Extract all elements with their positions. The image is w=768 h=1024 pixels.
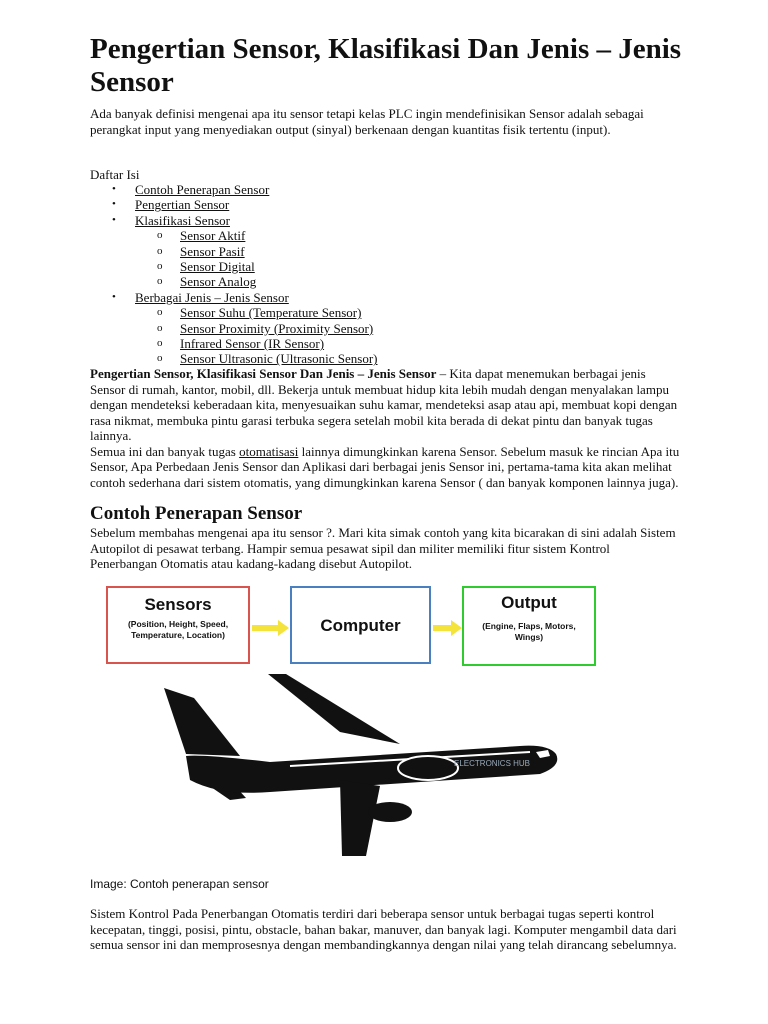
- toc-link-ultrasonic[interactable]: Sensor Ultrasonic (Ultrasonic Sensor): [180, 351, 378, 367]
- intro-paragraph: Ada banyak definisi mengenai apa itu sensor tetapi kelas PLC ingin mendefinisikan Sensor adalah sebagai perangkat input yang menyediakan output (sinyal) berkenaan dengan kuantitas fisik tertentu (input).: [90, 106, 644, 137]
- toc-link-digital[interactable]: Sensor Digital: [180, 259, 255, 275]
- toc-subitem[interactable]: [90, 351, 690, 366]
- toc-link-suhu[interactable]: Sensor Suhu (Temperature Sensor): [180, 305, 362, 321]
- toc-link-jenis[interactable]: Berbagai Jenis – Jenis Sensor: [135, 289, 289, 305]
- toc-link-pasif[interactable]: Sensor Pasif: [180, 243, 245, 259]
- link-otomatisasi[interactable]: otomatisasi: [239, 443, 299, 459]
- toc-item[interactable]: [90, 213, 690, 228]
- image-caption: Image: Contoh penerapan sensor: [90, 877, 269, 891]
- toc-link-klasifikasi[interactable]: Klasifikasi Sensor: [135, 212, 230, 228]
- arrow-icon: [433, 619, 463, 637]
- paragraph-text: lainnya dimungkinkan karena Sensor. Sebelum masuk ke rincian Apa itu Sensor, Apa Perbedaan Jenis Sensor dan Aplikasi dari berbagai jenis Sensor ini, pertama-tama kita akan melihat contoh sederhana dari sistem otomatis, yang dimungkinkan karena Sensor ( dan banyak komponen lainnya juga).: [90, 443, 680, 490]
- toc-item[interactable]: [90, 182, 690, 197]
- watermark-text: ELECTRONICS HUB: [454, 759, 531, 768]
- toc-link-infrared[interactable]: Infrared Sensor (IR Sensor): [180, 336, 325, 352]
- paragraph-autopilot: Sebelum membahas mengenai apa itu sensor ?. Mari kita simak contoh yang kita bicarakan di sini adalah Sistem Autopilot di pesawat terbang. Hampir semua pesawat sipil dan militer memiliki fitur sistem Kontrol Penerbangan Otomatis atau kadang-kadang disebut Autopilot.: [90, 525, 676, 571]
- toc-item[interactable]: [90, 197, 690, 212]
- toc-link-aktif[interactable]: Sensor Aktif: [180, 228, 246, 244]
- toc-link-contoh-penerapan[interactable]: Contoh Penerapan Sensor: [135, 182, 270, 197]
- paragraph-text: Semua ini dan banyak tugas: [90, 443, 240, 459]
- toc-link-proximity[interactable]: Sensor Proximity (Proximity Sensor): [180, 320, 374, 336]
- toc-subitem[interactable]: [90, 305, 690, 320]
- output-box: [462, 586, 596, 666]
- arrow-icon: [252, 619, 290, 637]
- paragraph-automation: [90, 444, 680, 491]
- computer-box: [290, 586, 431, 664]
- toc-subitem[interactable]: [90, 259, 690, 274]
- sensors-box-subtitle: (Position, Height, Speed, Temperature, Location): [127, 619, 229, 640]
- output-box-title: Output: [501, 593, 557, 612]
- bold-lead: Pengertian Sensor, Klasifikasi Sensor Dan Jenis – Jenis Sensor: [90, 366, 437, 381]
- output-box-subtitle: (Engine, Flaps, Motors, Wings): [482, 621, 576, 642]
- toc-heading: Daftar Isi: [90, 167, 140, 182]
- sensors-box: [106, 586, 250, 664]
- airplane-icon: [90, 670, 570, 860]
- computer-box-title: Computer: [320, 616, 401, 635]
- toc-item[interactable]: [90, 290, 690, 305]
- body-paragraphs: [90, 366, 680, 490]
- paragraph-system: Sistem Kontrol Pada Penerbangan Otomatis terdiri dari beberapa sensor untuk berbagai tugas seperti kontrol kecepatan, tinggi, posisi, pintu, obstacle, bahan bakar, manuver, dan banyak lagi. Komputer mengambil data dari semua sensor ini dan memprosesnya dengan membandingkannya dengan nilai yang telah dirancang sebelumnya.: [90, 906, 677, 952]
- toc-link-pengertian[interactable]: Pengertian Sensor: [135, 197, 230, 213]
- page-title: Pengertian Sensor, Klasifikasi Dan Jenis – Jenis Sensor: [90, 33, 682, 98]
- sensor-diagram: [106, 586, 606, 668]
- paragraph-definition: [90, 366, 680, 444]
- section-heading: Contoh Penerapan Sensor: [90, 503, 303, 524]
- toc-subitem[interactable]: [90, 336, 690, 351]
- toc-subitem[interactable]: [90, 228, 690, 243]
- toc-link-analog[interactable]: Sensor Analog: [180, 274, 257, 290]
- table-of-contents: [90, 182, 690, 367]
- paragraph-text: – Kita dapat menemukan berbagai jenis Sensor di rumah, kantor, mobil, dll. Bekerja untuk membuat hidup kita lebih mudah dengan menyalakan lampu dengan mendeteksi keberadaan kita, menyesuaikan suhu kamar, mendeteksi asap atau api, membuat kopi dengan rasa nikmat, membuka pintu garasi terbuka segera setelah mobil kita berada di dekat pintu dan banyak tugas lainnya.: [90, 366, 678, 443]
- toc-subitem[interactable]: [90, 274, 690, 289]
- toc-subitem[interactable]: [90, 321, 690, 336]
- toc-subitem[interactable]: [90, 244, 690, 259]
- sensors-box-title: Sensors: [144, 595, 212, 614]
